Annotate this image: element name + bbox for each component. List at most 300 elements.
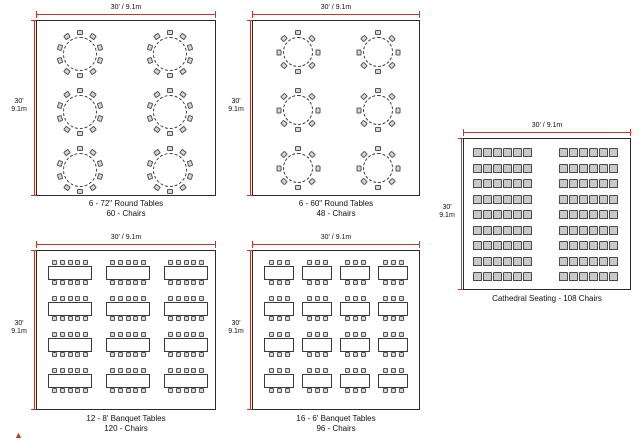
chair <box>77 146 83 151</box>
chair <box>285 352 290 357</box>
chair <box>589 179 598 188</box>
chair <box>395 165 400 171</box>
chair <box>323 368 328 373</box>
chair <box>315 296 320 301</box>
chair <box>89 126 97 134</box>
chair <box>599 210 608 219</box>
round-table-unit <box>276 88 320 132</box>
chair <box>75 260 80 265</box>
chair <box>77 73 83 78</box>
dimension-label-height-line1: 30' <box>231 98 241 105</box>
chair <box>523 257 532 266</box>
chair <box>68 352 73 357</box>
chair <box>126 280 131 285</box>
chair <box>473 195 482 204</box>
banquet-table-unit <box>106 260 150 285</box>
banquet-table <box>164 266 208 280</box>
chair <box>269 316 274 321</box>
chair <box>167 131 173 136</box>
round-table <box>63 37 97 71</box>
chair <box>523 164 532 173</box>
round-table-unit <box>276 146 320 190</box>
banquet-table-unit <box>264 332 294 357</box>
chair <box>83 332 88 337</box>
chair <box>383 332 388 337</box>
chair <box>285 368 290 373</box>
dimension-label-height <box>6 320 32 336</box>
chair <box>609 164 618 173</box>
chair <box>52 388 57 393</box>
chair <box>191 352 196 357</box>
chair <box>118 388 123 393</box>
chair <box>133 388 138 393</box>
chair <box>523 210 532 219</box>
chair <box>323 388 328 393</box>
chair <box>353 296 358 301</box>
chair <box>60 368 65 373</box>
chair <box>60 296 65 301</box>
round-table <box>153 153 187 187</box>
chair <box>199 352 204 357</box>
chair <box>97 115 104 122</box>
chair <box>277 388 282 393</box>
banquet-table-unit <box>302 368 332 393</box>
round-table <box>283 37 313 67</box>
chair <box>523 241 532 250</box>
chair <box>184 316 189 321</box>
chair <box>56 57 63 64</box>
banquet-table <box>264 374 294 388</box>
chair <box>276 165 281 171</box>
chair <box>559 257 568 266</box>
caption-line-1: 16 - 6' Banquet Tables <box>296 414 376 423</box>
chair <box>315 49 320 55</box>
banquet-table-unit <box>264 368 294 393</box>
banquet-table <box>164 338 208 352</box>
round-table-unit <box>276 30 320 74</box>
chair <box>68 332 73 337</box>
chair <box>559 195 568 204</box>
chair <box>295 69 301 74</box>
layout-banquet-6 <box>228 230 433 442</box>
chair <box>168 280 173 285</box>
chair <box>473 164 482 173</box>
dimension-label-width: 30' / 9.1m <box>320 234 352 241</box>
chair <box>473 241 482 250</box>
chair <box>345 260 350 265</box>
chair <box>391 388 396 393</box>
banquet-table <box>48 374 92 388</box>
layout-caption <box>453 294 640 304</box>
chair <box>110 316 115 321</box>
chair <box>277 316 282 321</box>
caption-line-1: Cathedral Seating - 108 Chairs <box>492 294 602 303</box>
chair <box>559 241 568 250</box>
chair <box>75 368 80 373</box>
chair <box>483 210 492 219</box>
banquet-table <box>164 374 208 388</box>
chair <box>269 388 274 393</box>
caption-line-1: 6 - 72" Round Tables <box>88 199 164 208</box>
chair <box>126 368 131 373</box>
chair <box>493 257 502 266</box>
banquet-table <box>164 302 208 316</box>
chair <box>110 368 115 373</box>
chair <box>483 148 492 157</box>
chair <box>83 280 88 285</box>
chair <box>75 332 80 337</box>
chair <box>277 368 282 373</box>
chair <box>56 102 63 109</box>
chair <box>345 296 350 301</box>
chair <box>383 352 388 357</box>
chair <box>184 332 189 337</box>
chair <box>187 44 194 51</box>
chair <box>493 226 502 235</box>
chair <box>56 44 63 51</box>
chair <box>97 160 104 167</box>
chair <box>199 316 204 321</box>
dimension-label-width: 30' / 9.1m <box>110 234 142 241</box>
chair <box>60 352 65 357</box>
banquet-table <box>106 374 150 388</box>
chair <box>569 164 578 173</box>
chair <box>141 296 146 301</box>
chair <box>199 332 204 337</box>
chair <box>323 316 328 321</box>
round-table <box>283 95 313 125</box>
chair <box>589 164 598 173</box>
chair <box>52 352 57 357</box>
chair <box>97 102 104 109</box>
chair <box>323 332 328 337</box>
chair <box>146 160 153 167</box>
chair <box>277 352 282 357</box>
chair <box>609 257 618 266</box>
chair <box>269 368 274 373</box>
chair <box>399 260 404 265</box>
banquet-table <box>264 338 294 352</box>
chair <box>503 226 512 235</box>
chair <box>191 316 196 321</box>
chair <box>345 368 350 373</box>
chair <box>353 280 358 285</box>
chair <box>179 126 187 134</box>
chair <box>579 179 588 188</box>
chair <box>52 260 57 265</box>
round-table-unit <box>356 30 400 74</box>
dimension-label-width: 30' / 9.1m <box>320 4 352 11</box>
chair <box>483 257 492 266</box>
chair <box>83 388 88 393</box>
chair <box>473 210 482 219</box>
chair <box>589 272 598 281</box>
chair <box>77 30 83 35</box>
chair <box>483 272 492 281</box>
chair <box>315 332 320 337</box>
chair <box>68 388 73 393</box>
chair <box>569 226 578 235</box>
chair <box>118 280 123 285</box>
chair <box>110 332 115 337</box>
chair <box>179 68 187 76</box>
dimension-label-height-line2: 9.1m <box>439 212 455 219</box>
chair <box>391 316 396 321</box>
chair <box>146 44 153 51</box>
chair <box>361 260 366 265</box>
chair <box>375 30 381 35</box>
chair <box>60 280 65 285</box>
banquet-table <box>48 302 92 316</box>
chair <box>483 195 492 204</box>
chair <box>315 368 320 373</box>
chair <box>176 260 181 265</box>
chair <box>83 368 88 373</box>
banquet-table-unit <box>48 332 92 357</box>
round-table-unit <box>146 146 194 194</box>
chair <box>579 195 588 204</box>
chair <box>589 210 598 219</box>
chair <box>118 296 123 301</box>
chair <box>133 296 138 301</box>
chair <box>75 352 80 357</box>
chair <box>353 260 358 265</box>
dimension-label-height <box>6 98 32 114</box>
chair <box>503 195 512 204</box>
chair <box>307 368 312 373</box>
chair <box>141 332 146 337</box>
banquet-table-unit <box>302 260 332 285</box>
chair <box>285 316 290 321</box>
chair <box>609 179 618 188</box>
chair <box>307 316 312 321</box>
chair <box>285 332 290 337</box>
chair <box>383 316 388 321</box>
chair <box>191 260 196 265</box>
round-table-unit <box>146 88 194 136</box>
chair <box>503 210 512 219</box>
chair <box>68 260 73 265</box>
chair <box>167 30 173 35</box>
chair <box>68 368 73 373</box>
chair <box>176 368 181 373</box>
dimension-label-width: 30' / 9.1m <box>110 4 142 11</box>
layout-caption <box>36 414 216 434</box>
chair <box>375 146 381 151</box>
chair <box>168 388 173 393</box>
chair <box>191 280 196 285</box>
chair <box>473 148 482 157</box>
chair <box>285 280 290 285</box>
chair <box>97 57 104 64</box>
chair <box>126 296 131 301</box>
chair <box>191 332 196 337</box>
chair <box>345 316 350 321</box>
chair <box>589 195 598 204</box>
chair <box>63 184 71 192</box>
banquet-table-unit <box>48 368 92 393</box>
chair <box>323 280 328 285</box>
chair <box>184 368 189 373</box>
chair <box>569 210 578 219</box>
dimension-label-height-line1: 30' <box>14 98 24 105</box>
chair <box>269 280 274 285</box>
banquet-table-unit <box>264 296 294 321</box>
chair <box>599 241 608 250</box>
chair <box>126 332 131 337</box>
chair <box>277 280 282 285</box>
chair <box>503 179 512 188</box>
round-table-unit <box>56 146 104 194</box>
chair <box>513 241 522 250</box>
layout-banquet-8 <box>0 230 228 442</box>
chair <box>77 189 83 194</box>
chair <box>589 257 598 266</box>
chair <box>559 148 568 157</box>
chair <box>176 296 181 301</box>
banquet-table-unit <box>164 296 208 321</box>
chair <box>133 280 138 285</box>
chair <box>503 148 512 157</box>
layout-caption <box>252 414 420 434</box>
chair <box>513 195 522 204</box>
chair <box>52 280 57 285</box>
caption-line-2: 60 - Chairs <box>106 209 146 218</box>
chair <box>68 296 73 301</box>
chair <box>503 241 512 250</box>
banquet-table-unit <box>340 260 370 285</box>
banquet-table <box>378 302 408 316</box>
dimension-label-height <box>224 98 248 114</box>
chair <box>89 184 97 192</box>
banquet-table-unit <box>264 260 294 285</box>
chair <box>56 115 63 122</box>
banquet-table <box>264 302 294 316</box>
chair <box>579 226 588 235</box>
chair <box>399 368 404 373</box>
chair <box>315 316 320 321</box>
dimension-label-height-line2: 9.1m <box>228 106 244 113</box>
chair <box>353 316 358 321</box>
chair <box>191 296 196 301</box>
layout-caption <box>36 199 216 219</box>
chair <box>277 296 282 301</box>
banquet-table <box>340 338 370 352</box>
chair <box>141 388 146 393</box>
chair <box>569 148 578 157</box>
chair <box>353 368 358 373</box>
chair <box>146 57 153 64</box>
chair <box>589 241 598 250</box>
chair <box>191 368 196 373</box>
chair <box>361 280 366 285</box>
chair <box>307 280 312 285</box>
chair <box>199 388 204 393</box>
chair <box>483 179 492 188</box>
chair <box>353 352 358 357</box>
dimension-label-height-line2: 9.1m <box>11 106 27 113</box>
chair <box>391 260 396 265</box>
chair <box>579 257 588 266</box>
banquet-table <box>302 302 332 316</box>
chair <box>323 296 328 301</box>
chair <box>493 164 502 173</box>
chair <box>118 332 123 337</box>
chair <box>179 184 187 192</box>
chair <box>356 165 361 171</box>
chair <box>353 388 358 393</box>
banquet-table <box>106 338 150 352</box>
chair <box>110 352 115 357</box>
chair <box>295 146 301 151</box>
chair <box>141 280 146 285</box>
banquet-table-unit <box>302 296 332 321</box>
chair <box>187 173 194 180</box>
chair <box>315 280 320 285</box>
caption-line-1: 6 - 60" Round Tables <box>298 199 374 208</box>
chair <box>523 179 532 188</box>
chair <box>609 226 618 235</box>
chair <box>168 352 173 357</box>
caption-line-2: 48 - Chairs <box>316 209 356 218</box>
round-table <box>63 95 97 129</box>
chair <box>391 368 396 373</box>
chair <box>146 102 153 109</box>
chair <box>60 332 65 337</box>
chair <box>68 316 73 321</box>
chair <box>473 257 482 266</box>
dimension-label-height-line1: 30' <box>14 320 24 327</box>
dimension-label-width: 30' / 9.1m <box>531 122 563 129</box>
chair <box>83 296 88 301</box>
chair <box>168 260 173 265</box>
dimension-line-width <box>36 14 216 15</box>
chair <box>118 352 123 357</box>
chair <box>184 296 189 301</box>
chair <box>579 272 588 281</box>
chair <box>176 332 181 337</box>
chair <box>361 296 366 301</box>
dimension-label-height-line2: 9.1m <box>228 328 244 335</box>
banquet-table-unit <box>340 368 370 393</box>
chair <box>167 146 173 151</box>
chair <box>75 388 80 393</box>
chair <box>141 368 146 373</box>
chair <box>559 210 568 219</box>
chair <box>83 352 88 357</box>
chair <box>97 173 104 180</box>
chair <box>269 332 274 337</box>
chair <box>383 260 388 265</box>
chair <box>375 69 381 74</box>
chair <box>483 226 492 235</box>
chair <box>168 316 173 321</box>
chair <box>308 120 316 128</box>
chair <box>513 226 522 235</box>
round-table <box>363 153 393 183</box>
chair <box>295 127 301 132</box>
chair <box>56 160 63 167</box>
banquet-table <box>378 266 408 280</box>
chair <box>589 226 598 235</box>
chair <box>599 164 608 173</box>
chair <box>184 280 189 285</box>
chair <box>118 260 123 265</box>
chair <box>295 30 301 35</box>
chair <box>133 332 138 337</box>
chair <box>126 316 131 321</box>
layout-round-60 <box>228 0 433 230</box>
